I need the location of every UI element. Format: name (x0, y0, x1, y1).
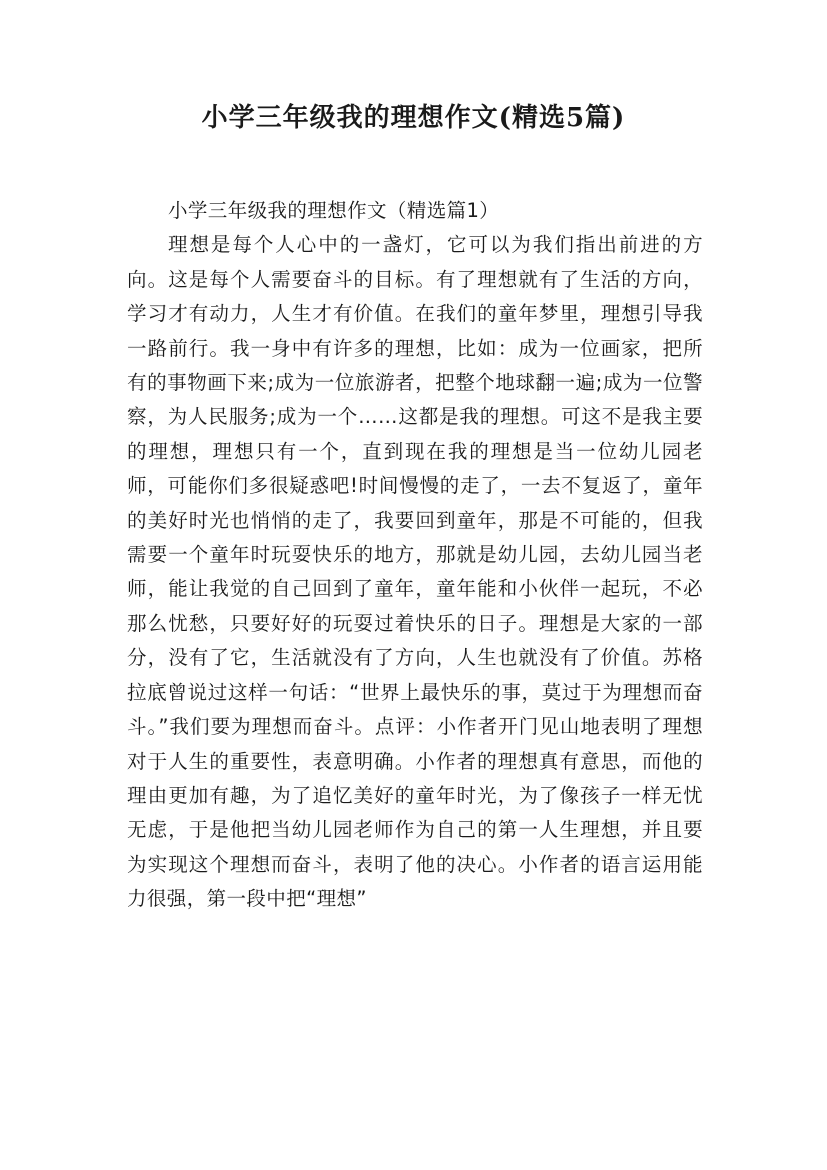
document-body (127, 194, 703, 917)
section-heading: 小学三年级我的理想作文（精选篇1） (168, 199, 500, 222)
essay-paragraph: 理想是每个人心中的一盏灯，它可以为我们指出前进的方向。这是每个人需要奋斗的目标。有了理想就有了生活的方向，学习才有动力，人生才有价值。在我们的童年梦里，理想引导我一路前行。我一身中有许多的理想，比如：成为一位画家，把所有的事物画下来;成为一位旅游者，把整个地球翻一遍;成为一位警察，为人民服务;成为一个……这都是我的理想。可这不是我主要的理想，理想只有一个，直到现在我的理想是当一位幼儿园老师，可能你们多很疑惑吧!时间慢慢的走了，一去不复返了，童年的美好时光也悄悄的走了，我要回到童年，那是不可能的，但我需要一个童年时玩耍快乐的地方，那就是幼儿园，去幼儿园当老师，能让我觉的自己回到了童年，童年能和小伙伴一起玩，不必那么忧愁，只要好好的玩耍过着快乐的日子。理想是大家的一部分，没有了它，生活就没有了方向，人生也就没有了价值。苏格拉底曾说过这样一句话：“世界上最快乐的事，莫过于为理想而奋斗。”我们要为理想而奋斗。点评：小作者开门见山地表明了理想对于人生的重要性，表意明确。小作者的理想真有意思，而他的理由更加有趣，为了追忆美好的童年时光，为了像孩子一样无忧无虑，于是他把当幼儿园老师作为自己的第一人生理想，并且要为实现这个理想而奋斗，表明了他的决心。小作者的语言运用能力很强，第一段中把“理想” (127, 233, 703, 911)
document-title: 小学三年级我的理想作文(精选5篇) (201, 103, 626, 133)
